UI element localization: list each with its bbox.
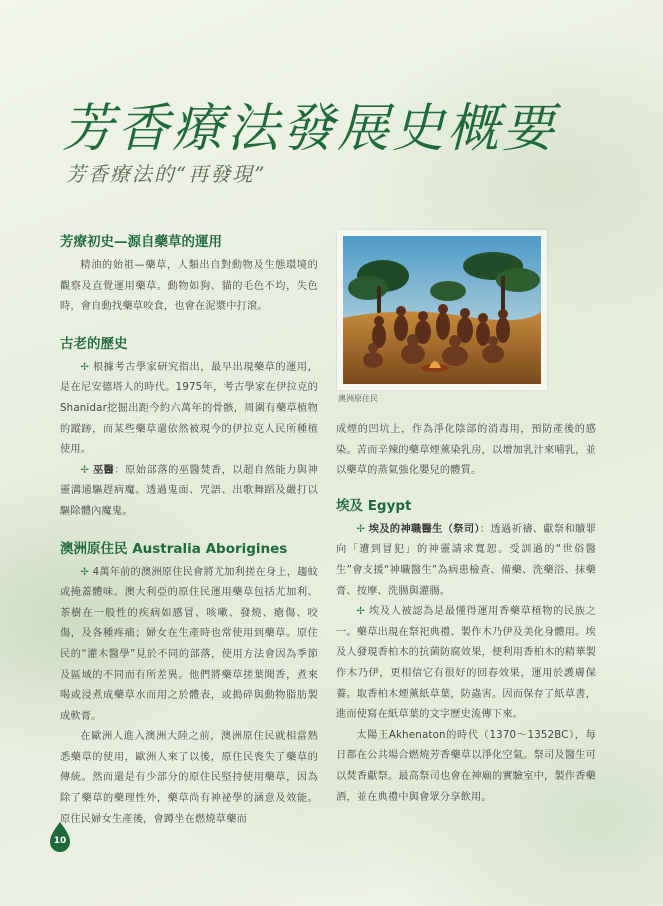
paragraph-herbs: 精油的始祖—藥草，人類出自對動物及生態環境的觀察及直覺運用藥草。動物如狗、貓的毛色不均，失色時，會自動找藥草咬食，也會在泥漿中打滾。 [60,260,318,313]
photo-frame [337,230,547,390]
term-label: 巫醫 [92,464,115,476]
section-heading-herbs: 芳療初史—源自藥草的運用 [60,234,222,250]
aborigines-illustration [343,236,541,384]
bullet-star-icon: ✢ [80,566,90,578]
bullet-star-icon: ✢ [356,606,366,618]
section-heading-australia: 澳洲原住民 Australia Aborigines [60,540,288,557]
paragraph-text: 4萬年前的澳洲原住民會將尤加利搓在身上，趨蚊或掩蓋體味。澳大利亞的原住民運用藥草包括尤加利、茶樹在一般性的疾病如感冒、咳嗽、發燒、瘡傷、咬傷，及各種疼痛；婦女在生產時也常使用到藥草。原住民的“灌木醫學”見於不同的部落，使用方法會因為季節及區域的不同而有所差異。他們將藥草搓葉聞香，煮來喝或浸煮成藥草水而用之於體表，或搗碎與動物脂肪製成軟膏。 [60,566,318,722]
bullet-star-icon: ✢ [80,361,90,373]
paragraph-text: ：透過祈禱、獻祭和贖罪向「遭到冒犯」的神靈請求寬恕。受訓過的“世俗醫生”會支援“神職醫生”為病患檢查、備藥、洗藥浴、抹藥膏、按摩、洗腸與灌腸。 [336,523,596,597]
paragraph-australia-1 [60,563,318,728]
paragraph-text: 根據考古學家研究指出，最早出現藥草的運用，是在尼安德塔人的時代。1975年，考古學家在伊拉克的Shanidar挖掘出距今約六萬年的骨骸，周圍有藥草植物的蹤跡，而某些藥草還依然被現今的伊拉克人民所種植使用。 [60,361,318,456]
bullet-star-icon: ✢ [356,523,366,535]
page-number: 10 [53,836,67,846]
photo-caption: 澳洲原住民 [338,394,378,403]
right-column [336,420,596,808]
section-heading-ancient: 古老的歷史 [60,335,128,352]
page-subtitle: 芳香療法的“再發現” [66,162,267,186]
paragraph-egypt-2 [336,602,596,726]
paragraph-text: 埃及人被認為是最懂得運用香藥草植物的民族之一。藥草出現在祭祀典禮、製作木乃伊及美化身體用。埃及人發現香柏木的抗菌防腐效果，便利用香柏木的精華製作木乃伊，更相信它有很好的回春效果，運用於護膚保養。取香柏木煙薰紙草葉，防蟲害。因而保存了紙草書，進而使寫在紙草葉的文字歷史流傳下來。 [336,606,596,721]
left-column [60,232,318,830]
paragraph-ancient-1 [60,358,318,461]
term-label: 埃及的神職醫生（祭司） [368,523,480,535]
section-heading-egypt: 埃及 Egypt [336,497,412,514]
paragraph-egypt-1 [336,520,596,602]
paragraph-australia-2: 在歐洲人進入澳洲大陸之前，澳洲原住民就相當熟悉藥草的使用，歐洲人來了以後，原住民喪失了藥草的傳統。然而還是有少部分的原住民堅持使用藥草，因為除了藥草的藥理性外，藥草尚有神祕學的涵意及效能。原住民婦女生產後，會蹲坐在燃燒草藥而 [60,731,318,825]
paragraph-australia-continued: 成煙的凹坑上，作為淨化陰部的消毒用，預防產後的感染。苦而辛辣的藥草煙薰染乳房，以增加乳汁來哺乳，並以藥草的蒸氣強化嬰兒的體質。 [336,424,596,477]
page-title: 芳香療法發展史概要 [62,99,558,159]
bullet-star-icon: ✢ [80,464,90,476]
paragraph-egypt-3: 太陽王Akhenaton的時代（1370～1352BC），每日都在公共場合燃燒芳香藥草以淨化空氣。祭司及醫生可以焚香獻祭。最高祭司也會在神廟的實驗室中，製作香藥酒，並在典禮中與會眾分享飲用。 [336,729,596,803]
paragraph-text: ：原始部落的巫醫焚香，以超自然能力與神靈溝通驅趕病魔。透過鬼面、咒語、出歌舞蹈及嚴打以驅除體內魔鬼。 [60,464,318,517]
paragraph-ancient-2 [60,461,318,523]
